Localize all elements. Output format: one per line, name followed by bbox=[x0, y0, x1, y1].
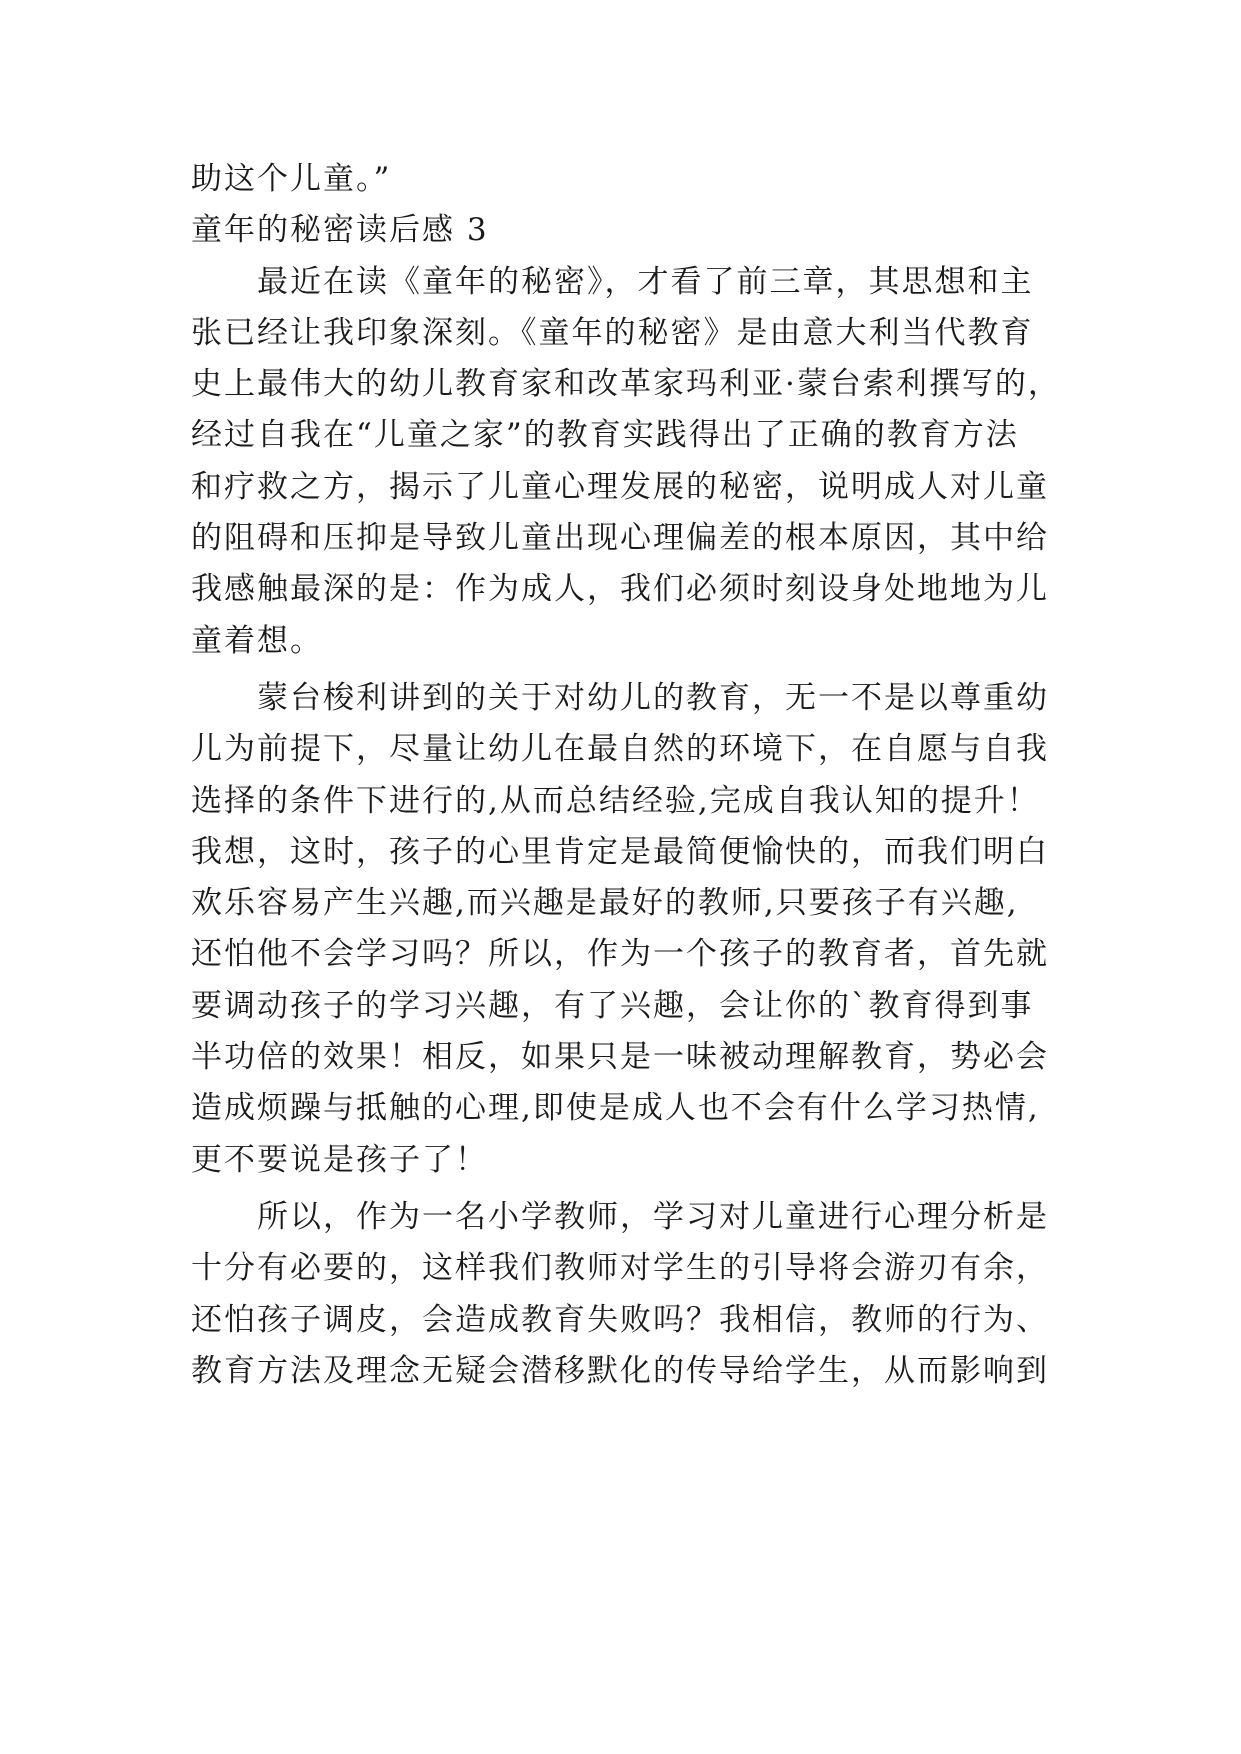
paragraph-line: 儿为前提下，尽量让幼儿在最自然的环境下，在自愿与自我 bbox=[191, 731, 1049, 768]
paragraph-3 bbox=[191, 1192, 1055, 1397]
section-heading: 童年的秘密读后感 3 bbox=[191, 212, 489, 249]
paragraph-line: 半功倍的效果！相反，如果只是一味被动理解教育，势必会 bbox=[191, 1039, 1049, 1076]
paragraph-line: 所以，作为一名小学教师，学习对儿童进行心理分析是 bbox=[257, 1198, 1049, 1235]
paragraph-line: 童着想。 bbox=[191, 622, 323, 659]
paragraph-line: 我感触最深的是：作为成人，我们必须时刻设身处地地为儿 bbox=[191, 571, 1049, 608]
paragraph-line: 教育方法及理念无疑会潜移默化的传导给学生，从而影响到 bbox=[191, 1352, 1049, 1389]
paragraph-line: 欢乐容易产生兴趣,而兴趣是最好的教师,只要孩子有兴趣, bbox=[191, 885, 1019, 922]
paragraph-line: 要调动孩子的学习兴趣，有了兴趣，会让你的`教育得到事 bbox=[191, 987, 1034, 1024]
paragraph-line: 选择的条件下进行的,从而总结经验,完成自我认知的提升！ bbox=[191, 782, 1040, 819]
paragraph-1 bbox=[191, 257, 1061, 667]
paragraph-line: 和疗救之方，揭示了儿童心理发展的秘密，说明成人对儿童 bbox=[191, 468, 1049, 505]
paragraph-line: 更不要说是孩子了！ bbox=[191, 1141, 488, 1178]
paragraph-line: 造成烦躁与抵触的心理,即使是成人也不会有什么学习热情, bbox=[191, 1090, 1040, 1127]
paragraph-line: 还怕他不会学习吗？所以，作为一个孩子的教育者，首先就 bbox=[191, 936, 1049, 973]
paragraph-line: 蒙台梭利讲到的关于对幼儿的教育，无一不是以尊重幼 bbox=[257, 679, 1049, 716]
continuation-line: 助这个儿童。” bbox=[191, 161, 392, 197]
paragraph-line: 的阻碍和压抑是导致儿童出现心理偏差的根本原因，其中给 bbox=[191, 520, 1049, 557]
paragraph-2 bbox=[191, 673, 1055, 1186]
paragraph-line: 张已经让我印象深刻。《童年的秘密》是由意大利当代教育 bbox=[191, 314, 1034, 351]
paragraph-line: 经过自我在“儿童之家”的教育实践得出了正确的教育方法 bbox=[191, 417, 1019, 454]
paragraph-line: 十分有必要的，这样我们教师对学生的引导将会游刃有余， bbox=[191, 1250, 1049, 1287]
paragraph-line: 还怕孩子调皮，会造成教育失败吗？我相信，教师的行为、 bbox=[191, 1301, 1049, 1338]
paragraph-line: 我想，这时，孩子的心里肯定是最简便愉快的，而我们明白 bbox=[191, 833, 1049, 870]
paragraph-line: 史上最伟大的幼儿教育家和改革家玛利亚·蒙台索利撰写的， bbox=[191, 366, 1061, 403]
document-body bbox=[191, 154, 1061, 1397]
paragraph-line: 最近在读《童年的秘密》，才看了前三章，其思想和主 bbox=[257, 263, 1034, 300]
